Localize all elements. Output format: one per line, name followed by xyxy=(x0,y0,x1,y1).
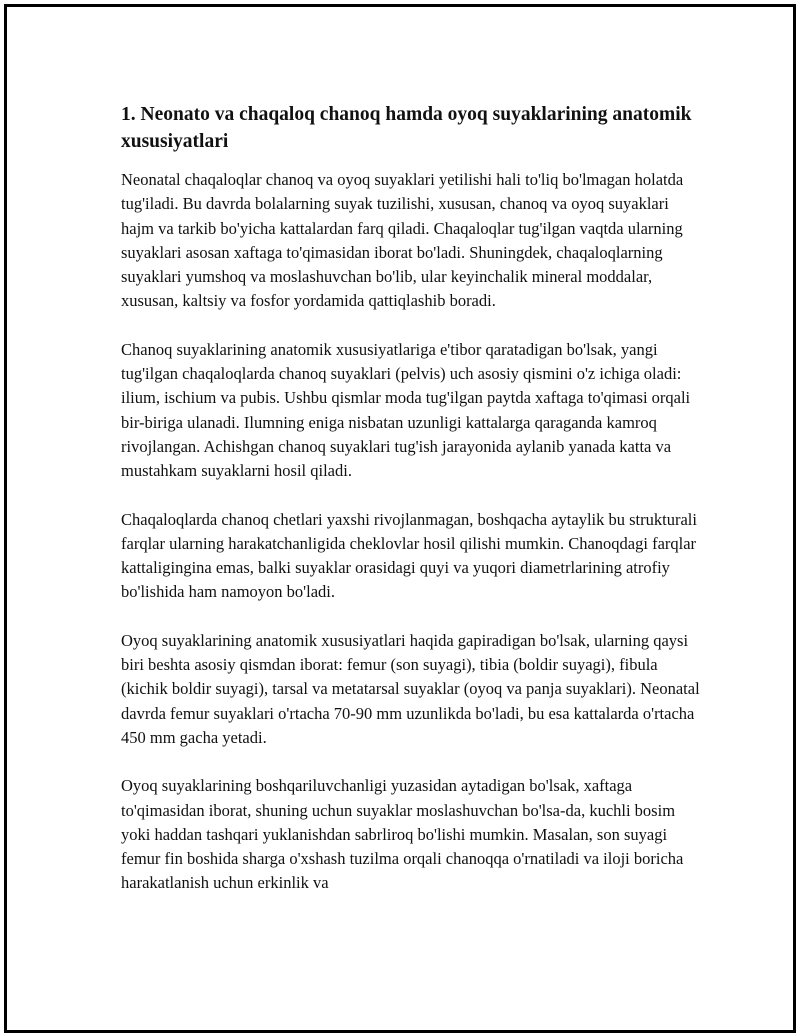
paragraph-1: Neonatal chaqaloqlar chanoq va oyoq suyaklari yetilishi hali to'liq bo'lmagan holatda tug'iladi. Bu davrda bolalarning suyak tuzilishi, xususan, chanoq va oyoq suyaklari hajm va tarkib bo'yicha kattalardan farq qiladi. Chaqaloqlar tug'ilgan vaqtda ularning suyaklari asosan xaftaga to'qimasidan iborat bo'ladi. Shuningdek, chaqaloqlarning suyaklari yumshoq va moslashuvchan bo'lib, ular keyinchalik mineral moddalar, xususan, kaltsiy va fosfor yordamida qattiqlashib boradi. xyxy=(121,170,684,311)
section-title: 1. Neonato va chaqaloq chanoq hamda oyoq suyaklarining anatomik xususiyatlari xyxy=(121,104,692,152)
paragraph-4: Oyoq suyaklarining anatomik xususiyatlari haqida gapiradigan bo'lsak, ularning qaysi biri beshta asosiy qismdan iborat: femur (son suyagi), tibia (boldir suyagi), fibula (kichik boldir suyagi), tarsal va metatarsal suyaklar (oyoq va panja suyaklari). Neonatal davrda femur suyaklari o'rtacha 70-90 mm uzunlikda bo'ladi, bu esa kattalarda o'rtacha 450 mm gacha yetadi. xyxy=(121,630,700,747)
paragraph-3: Chaqaloqlarda chanoq chetlari yaxshi rivojlanmagan, boshqacha aytaylik bu strukturali farqlar ularning harakatchanligida cheklovlar hosil qilishi mumkin. Chanoqdagi farqlar kattaligingina emas, balki suyaklar orasidagi quyi va yuqori diametrlarining atrofiy bo'lishida ham namoyon bo'ladi. xyxy=(121,509,697,602)
document-body xyxy=(121,101,701,920)
page-frame xyxy=(4,4,796,1033)
paragraph-5: Oyoq suyaklarining boshqariluvchanligi yuzasidan aytadigan bo'lsak, xaftaga to'qimasidan iborat, shuning uchun suyaklar moslashuvchan bo'lsa-da, kuchli bosim yoki haddan tashqari yuklanishdan sabrliroq bo'lishi mumkin. Masalan, son suyagi femur fin boshida sharga o'xshash tuzilma orqali chanoqqa o'rnatiladi va iloji boricha harakatlanish uchun erkinlik va xyxy=(121,776,684,893)
paragraph-2: Chanoq suyaklarining anatomik xususiyatlariga e'tibor qaratadigan bo'lsak, yangi tug'ilgan chaqaloqlarda chanoq suyaklari (pelvis) uch asosiy qismini o'z ichiga oladi: ilium, ischium va pubis. Ushbu qismlar moda tug'ilgan paytda xaftaga to'qimasi orqali bir-biriga ulanadi. Ilumning eniga nisbatan uzunligi kattalarga qaraganda kamroq rivojlangan. Achishgan chanoq suyaklari tug'ish jarayonida aylanib yanada katta va mustahkam suyaklarni hosil qiladi. xyxy=(121,339,691,481)
